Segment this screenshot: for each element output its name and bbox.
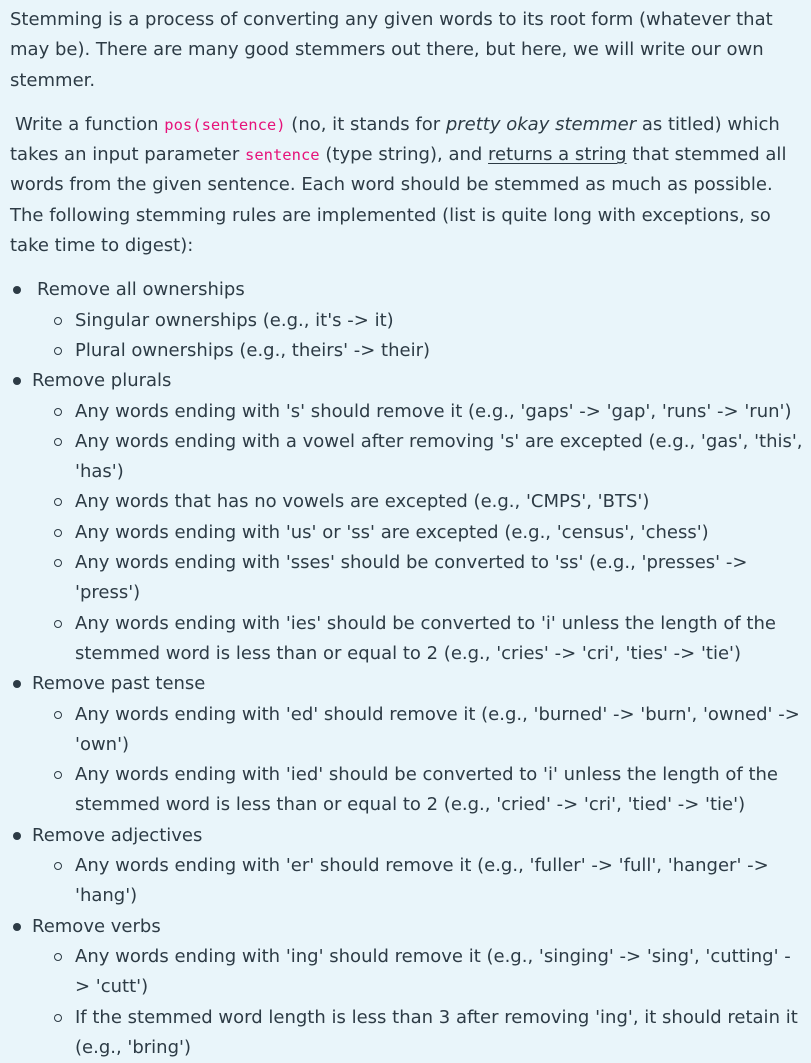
- sub-rule-list: [32, 306, 805, 367]
- bullet-icon: [13, 286, 21, 294]
- rule-item: [10, 275, 805, 366]
- sub-rule-list: [32, 851, 805, 912]
- text-segment: (type string), and: [320, 144, 488, 165]
- rule-label: Remove all ownerships: [32, 279, 245, 300]
- sub-rule-item: [32, 487, 805, 517]
- sub-rule-text: Any words ending with 'us' or 'ss' are excepted (e.g., 'census', 'chess'): [75, 522, 709, 543]
- rule-item: [10, 821, 805, 912]
- stemming-rules-list: [10, 275, 805, 1063]
- sub-rule-item: [32, 306, 805, 336]
- circle-bullet-icon: [54, 1014, 62, 1022]
- circle-bullet-icon: [54, 317, 62, 325]
- rule-item: [10, 366, 805, 669]
- sub-rule-item: [32, 548, 805, 609]
- emphasis-text: pretty okay stemmer: [446, 114, 636, 135]
- circle-bullet-icon: [54, 862, 62, 870]
- function-description-paragraph: [10, 110, 805, 261]
- function-signature-code: pos(sentence): [164, 116, 285, 134]
- text-segment: that stemmed all words from the given sentence. Each word should be stemmed as much as possible. The following stemming rules are implemented (list is quite long with exceptions, so take time to digest):: [10, 144, 786, 256]
- rule-label: Remove verbs: [32, 916, 161, 937]
- sub-rule-text: Plural ownerships (e.g., theirs' -> their): [75, 340, 430, 361]
- circle-bullet-icon: [54, 620, 62, 628]
- sub-rule-item: [32, 427, 805, 488]
- circle-bullet-icon: [54, 408, 62, 416]
- sub-rule-text: Any words ending with 'ing' should remove it (e.g., 'singing' -> 'sing', 'cutting' -> 'cutt'): [75, 946, 791, 997]
- circle-bullet-icon: [54, 438, 62, 446]
- assignment-description: [10, 5, 805, 1063]
- text-segment: (no, it stands for: [286, 114, 446, 135]
- sub-rule-item: [32, 760, 805, 821]
- sub-rule-item: [32, 336, 805, 366]
- sub-rule-item: [32, 397, 805, 427]
- sub-rule-list: [32, 942, 805, 1063]
- rule-label: Remove adjectives: [32, 825, 202, 846]
- sub-rule-text: Any words ending with 'ed' should remove it (e.g., 'burned' -> 'burn', 'owned' -> 'own'): [75, 704, 800, 755]
- sub-rule-list: [32, 700, 805, 821]
- sub-rule-text: If the stemmed word length is less than 3 after removing 'ing', it should retain it (e.g., 'bring'): [75, 1007, 798, 1058]
- underlined-text: returns a string: [488, 144, 627, 165]
- circle-bullet-icon: [54, 953, 62, 961]
- text-segment: Write a function: [10, 114, 164, 135]
- sub-rule-text: Any words ending with 'er' should remove it (e.g., 'fuller' -> 'full', 'hanger' -> 'hang'): [75, 855, 769, 906]
- rule-item: [10, 912, 805, 1063]
- sub-rule-item: [32, 851, 805, 912]
- sub-rule-list: [32, 397, 805, 670]
- text-segment: as titled) which takes an input parameter: [10, 114, 780, 165]
- sub-rule-item: [32, 700, 805, 761]
- sub-rule-text: Any words ending with a vowel after removing 's' are excepted (e.g., 'gas', 'this', 'has'): [75, 431, 803, 482]
- bullet-icon: [13, 832, 21, 840]
- sub-rule-text: Any words ending with 'ies' should be converted to 'i' unless the length of the stemmed word is less than or equal to 2 (e.g., 'cries' -> 'cri', 'ties' -> 'tie'): [75, 613, 776, 664]
- rule-item: [10, 669, 805, 820]
- sub-rule-item: [32, 609, 805, 670]
- sub-rule-item: [32, 518, 805, 548]
- circle-bullet-icon: [54, 498, 62, 506]
- circle-bullet-icon: [54, 711, 62, 719]
- circle-bullet-icon: [54, 347, 62, 355]
- bullet-icon: [13, 680, 21, 688]
- sub-rule-text: Any words ending with 's' should remove it (e.g., 'gaps' -> 'gap', 'runs' -> 'run'): [75, 401, 791, 422]
- rule-label: Remove past tense: [32, 673, 205, 694]
- sub-rule-item: [32, 942, 805, 1003]
- bullet-icon: [13, 923, 21, 931]
- bullet-icon: [13, 377, 21, 385]
- sub-rule-text: Any words ending with 'ied' should be converted to 'i' unless the length of the stemmed word is less than or equal to 2 (e.g., 'cried' -> 'cri', 'tied' -> 'tie'): [75, 764, 778, 815]
- circle-bullet-icon: [54, 529, 62, 537]
- intro-paragraph: Stemming is a process of converting any given words to its root form (whatever that may be). There are many good stemmers out there, but here, we will write our own stemmer.: [10, 5, 805, 96]
- sub-rule-item: [32, 1003, 805, 1063]
- parameter-code: sentence: [245, 146, 320, 164]
- rule-label: Remove plurals: [32, 370, 171, 391]
- circle-bullet-icon: [54, 559, 62, 567]
- sub-rule-text: Any words ending with 'sses' should be converted to 'ss' (e.g., 'presses' -> 'press'): [75, 552, 747, 603]
- circle-bullet-icon: [54, 771, 62, 779]
- sub-rule-text: Any words that has no vowels are excepted (e.g., 'CMPS', 'BTS'): [75, 491, 649, 512]
- sub-rule-text: Singular ownerships (e.g., it's -> it): [75, 310, 394, 331]
